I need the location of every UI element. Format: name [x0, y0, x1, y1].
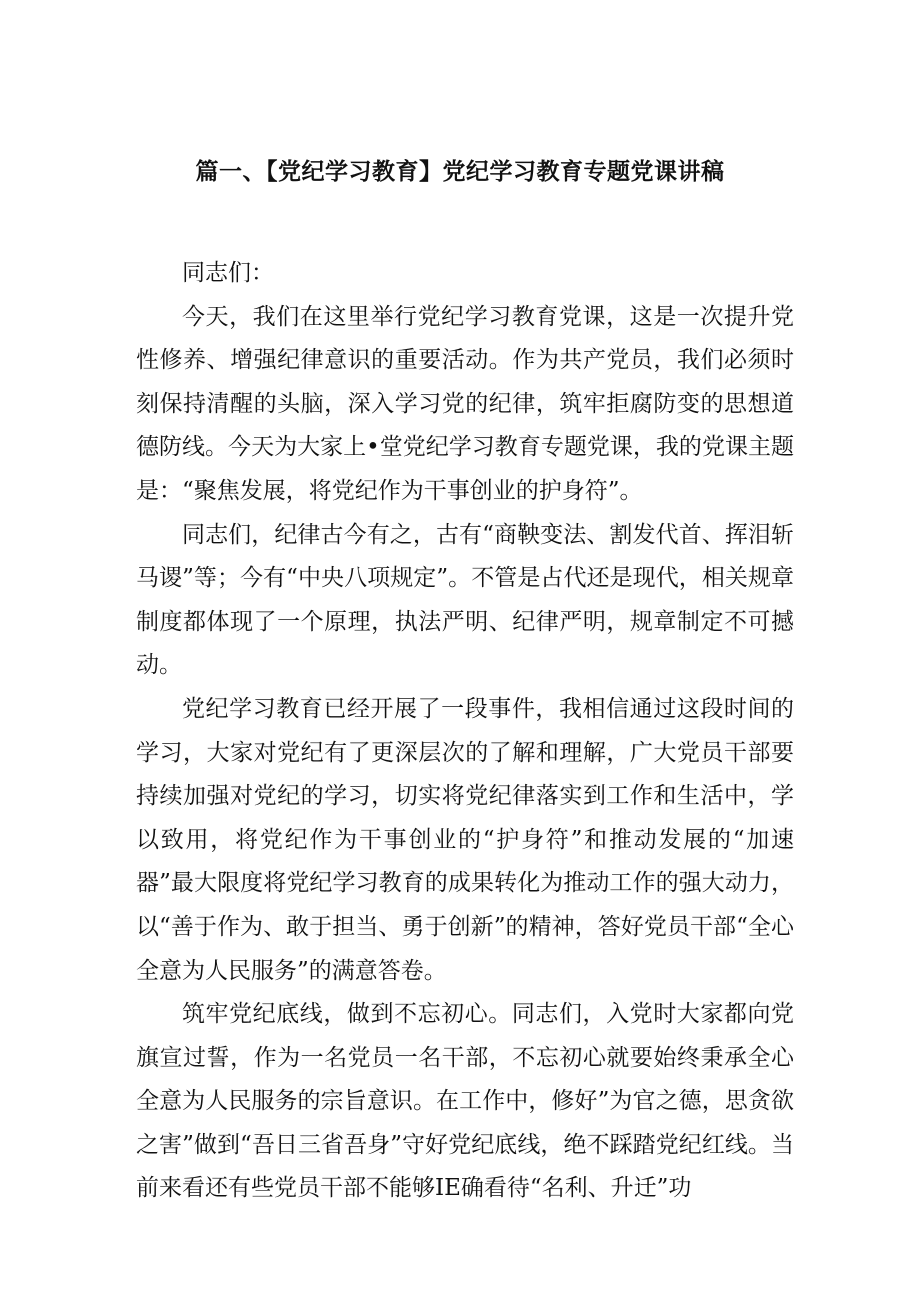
- paragraph-4: 筑牢党纪底线，做到不忘初心。同志们，入党时大家都向党旗宣过誓，作为一名党员一名干部，不忘初心就要始终秉承全心全意为人民服务的宗旨意识。在工作中，修好”为官之德，思贪欲之害”做到“吾日三省吾身”守好党纪底线，绝不踩踏党纪红线。当前来看还有些党员干部不能够IE确看待“名利、升迁”功: [136, 1001, 794, 1202]
- paragraph-2: 同志们，纪律古今有之，古有“商鞅变法、割发代首、挥泪斩马谡”等；今有“中央八项规定”。不管是占代还是现代，相关规章制度都体现了一个原理，执法严明、纪律严明，规章制定不可撼动。: [136, 521, 794, 679]
- paragraph-1: 今天，我们在这里举行党纪学习教育党课，这是一次提升党性修养、增强纪律意识的重要活动。作为共产党员，我们必须时刻保持清醒的头脑，深入学习党的纪律，筑牢拒腐防变的思想道德防线。今天为大家上•堂党纪学习教育专题党课，我的党课主题是：“聚焦发展，将党纪作为干事创业的护身符”。: [136, 303, 794, 504]
- document-body: [136, 252, 794, 1211]
- salutation: 同志们：: [182, 260, 274, 286]
- paragraph-3: 党纪学习教育已经开展了一段事件，我相信通过这段时间的学习，大家对党纪有了更深层次的了解和理解，广大党员干部要持续加强对党纪的学习，切实将党纪律落实到工作和生活中，学以致用，将党纪作为干事创业的“护身符”和推动发展的“加速器”最大限度将党纪学习教育的成果转化为推动工作的强大动力，以“善于作为、敢于担当、勇于创新”的精神，答好党员干部“全心全意为人民服务”的满意答卷。: [136, 695, 794, 984]
- document-title: 篇一、【党纪学习教育】党纪学习教育专题党课讲稿: [195, 158, 725, 185]
